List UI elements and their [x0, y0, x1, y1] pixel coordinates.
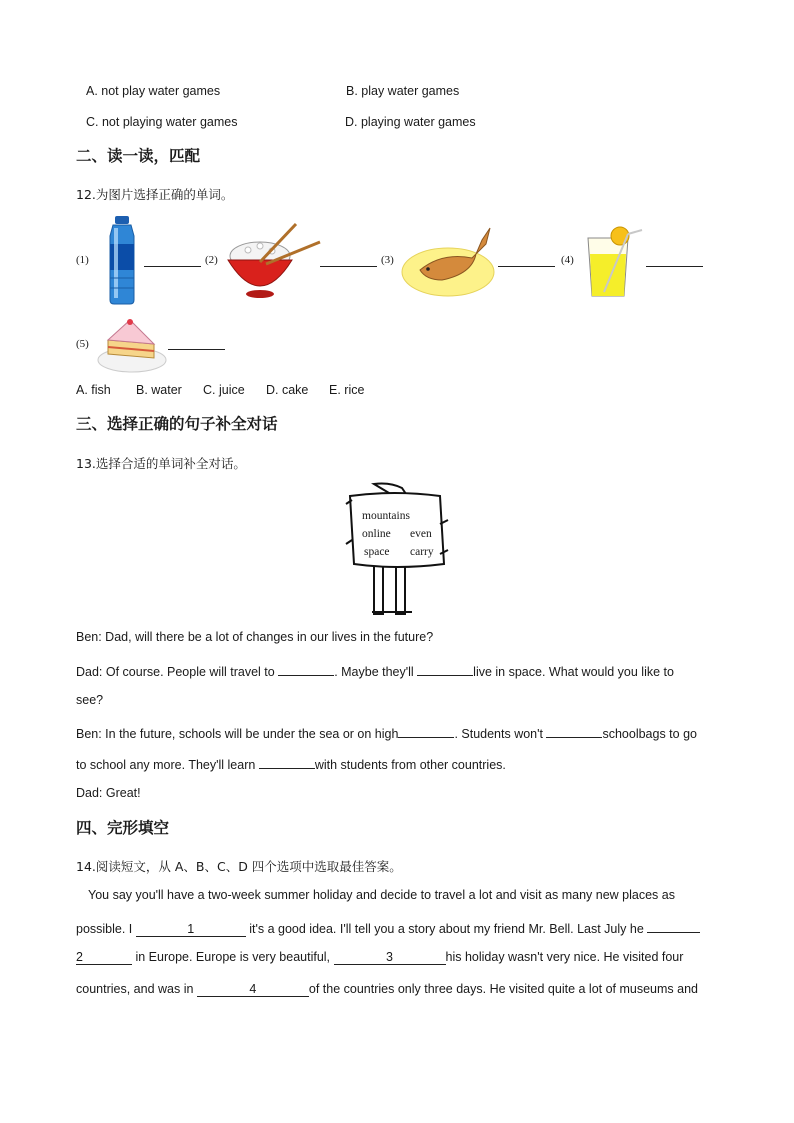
section-heading-3: 三、选择正确的句子补全对话: [76, 415, 278, 433]
water-bottle-icon: [104, 216, 140, 304]
question-13: 13.选择合适的单词补全对话。: [76, 456, 246, 471]
question-12: 12.为图片选择正确的单词。: [76, 187, 234, 202]
option-a: A. not play water games: [86, 84, 221, 98]
picture-label-5: (5): [76, 338, 89, 350]
option-rice: E. rice: [329, 383, 365, 397]
cloze-blank-1: 1: [136, 922, 246, 937]
dialogue-line-6: Dad: Great!: [76, 786, 141, 800]
cake-slice-icon: [96, 316, 168, 374]
answer-blank-4: [646, 266, 703, 267]
dialogue-line-4: Ben: In the future, schools will be under the sea or on high . Students won't schoolbags to go: [76, 724, 697, 741]
option-b: B. play water games: [346, 84, 460, 98]
cloze-blank-2: 2: [76, 950, 132, 965]
option-cake: D. cake: [266, 383, 309, 397]
passage-line-4: countries, and was in 4 of the countries only three days. He visited quite a lot of museums and: [76, 982, 699, 996]
rice-bowl-icon: [226, 222, 322, 300]
sign-word-space: space: [364, 546, 390, 558]
dialogue-line-2: Dad: Of course. People will travel to . Maybe they'll live in space. What would you like to: [76, 662, 674, 679]
juice-glass-icon: [584, 224, 646, 298]
question-14: 14.阅读短文，从 A、B、C、D 四个选项中选取最佳答案。: [76, 859, 402, 874]
option-water: B. water: [136, 383, 182, 397]
word-sign-icon: [344, 484, 450, 616]
picture-label-4: (4): [561, 254, 574, 266]
dialogue-line-3: see?: [76, 693, 104, 707]
dialogue-line-1: Ben: Dad, will there be a lot of changes in our lives in the future?: [76, 630, 434, 644]
passage-line-1: You say you'll have a two-week summer holiday and decide to travel a lot and visit as many new places as: [88, 888, 675, 902]
option-d: D. playing water games: [345, 115, 476, 129]
section-heading-4: 四、完形填空: [76, 819, 170, 837]
answer-blank-2: [320, 266, 377, 267]
passage-line-2: possible. I 1 it's a good idea. I'll tell you a story about my friend Mr. Bell. Last July he: [76, 919, 700, 937]
sign-word-online: online: [362, 528, 391, 540]
option-fish: A. fish: [76, 383, 111, 397]
picture-label-2: (2): [205, 254, 218, 266]
dialogue-blank: [546, 724, 602, 738]
cloze-blank-2-start: [647, 919, 700, 933]
picture-label-3: (3): [381, 254, 394, 266]
passage-line-3: 2 in Europe. Europe is very beautiful, 3 his holiday wasn't very nice. He visited four: [76, 950, 684, 964]
answer-blank-3: [498, 266, 555, 267]
sign-word-even: even: [410, 528, 432, 540]
dialogue-blank: [259, 755, 315, 769]
picture-label-1: (1): [76, 254, 89, 266]
option-c: C. not playing water games: [86, 115, 238, 129]
cloze-blank-4: 4: [197, 982, 309, 997]
sign-word-mountains: mountains: [362, 510, 410, 522]
fish-plate-icon: [402, 222, 498, 298]
option-juice: C. juice: [203, 383, 245, 397]
answer-blank-1: [144, 266, 201, 267]
section-heading-2: 二、读一读，匹配: [76, 147, 201, 165]
dialogue-line-5: to school any more. They'll learn with students from other countries.: [76, 755, 506, 772]
dialogue-blank: [417, 662, 473, 676]
cloze-blank-3: 3: [334, 950, 446, 965]
dialogue-blank: [398, 724, 454, 738]
dialogue-blank: [278, 662, 334, 676]
sign-word-carry: carry: [410, 546, 434, 558]
answer-blank-5: [168, 349, 225, 350]
